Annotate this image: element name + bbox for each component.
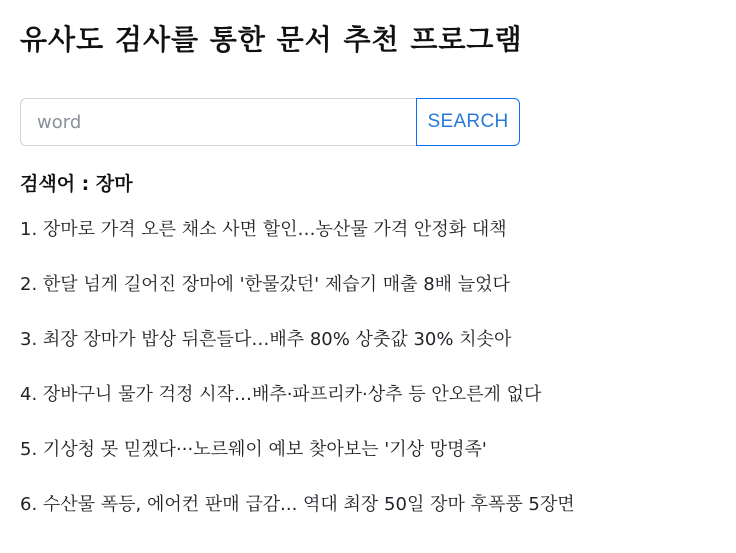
result-item[interactable]	[20, 325, 575, 380]
result-item[interactable]	[20, 435, 575, 490]
search-bar	[20, 98, 520, 146]
result-item[interactable]	[20, 380, 575, 435]
result-link[interactable]: 1. 장마로 가격 오른 채소 사면 할인…농산물 가격 안정화 대책	[20, 219, 507, 240]
search-query-label: 검색어 : 장마	[20, 173, 133, 195]
result-list	[20, 215, 575, 545]
page-title: 유사도 검사를 통한 문서 추천 프로그램	[20, 23, 523, 56]
result-link[interactable]: 2. 한달 넘게 길어진 장마에 '한물갔던' 제습기 매출 8배 늘었다	[20, 274, 510, 295]
result-item[interactable]	[20, 215, 575, 270]
result-link[interactable]: 4. 장바구니 물가 걱정 시작…배추·파프리카·상추 등 안오른게 없다	[20, 384, 542, 405]
search-input[interactable]	[20, 98, 416, 146]
result-link[interactable]: 5. 기상청 못 믿겠다···노르웨이 예보 찾아보는 '기상 망명족'	[20, 439, 487, 460]
result-item[interactable]	[20, 490, 575, 545]
result-link[interactable]: 3. 최장 장마가 밥상 뒤흔들다…배추 80% 상춧값 30% 치솟아	[20, 329, 512, 350]
search-button[interactable]: SEARCH	[416, 98, 520, 146]
result-link[interactable]: 6. 수산물 폭등, 에어컨 판매 급감... 역대 최장 50일 장마 후폭풍 5장면	[20, 494, 575, 515]
result-item[interactable]	[20, 270, 575, 325]
